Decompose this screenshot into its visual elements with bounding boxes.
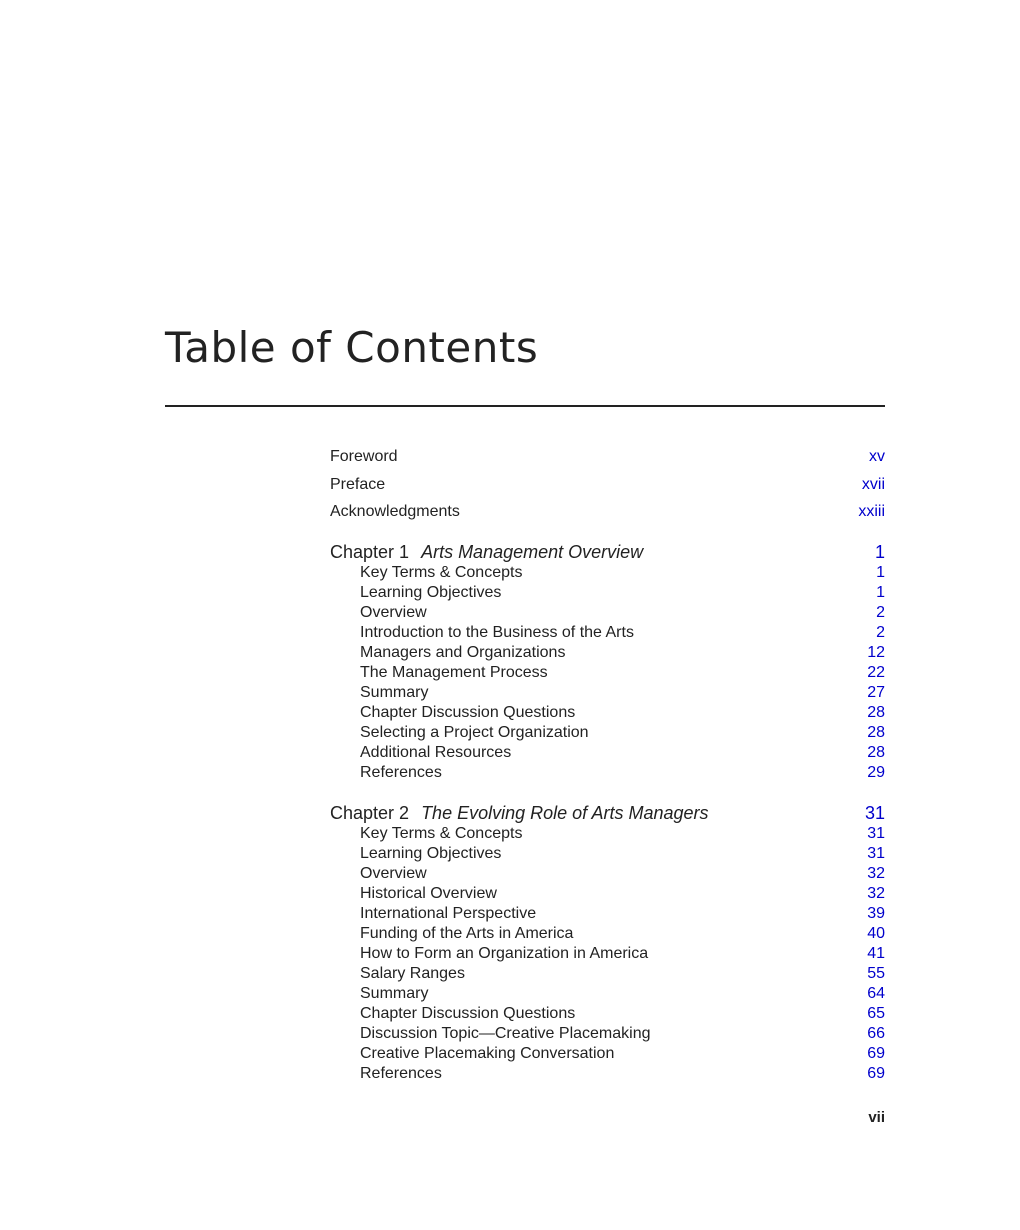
toc-entry-label: Summary xyxy=(360,984,429,1002)
toc-page-link[interactable]: 2 xyxy=(876,603,885,621)
title-divider xyxy=(165,405,885,407)
toc-page-link[interactable]: xvii xyxy=(861,475,885,493)
toc-entry-label: Chapter Discussion Questions xyxy=(360,1004,576,1022)
chapter-number: Chapter 2 xyxy=(330,802,410,823)
toc-entry-label: Additional Resources xyxy=(360,743,512,761)
toc-entry[interactable] xyxy=(330,563,885,583)
toc-entry-label: Key Terms & Concepts xyxy=(360,563,523,581)
chapter-title: Arts Management Overview xyxy=(421,541,644,562)
toc-entry-label: International Perspective xyxy=(360,904,537,922)
toc-entry[interactable] xyxy=(330,1024,885,1044)
toc-page-link[interactable]: 69 xyxy=(867,1064,885,1082)
toc-page-link[interactable]: 28 xyxy=(867,703,885,721)
toc-entry[interactable] xyxy=(330,663,885,683)
toc-page-link[interactable]: 1 xyxy=(876,583,885,601)
toc-entry-label: Funding of the Arts in America xyxy=(360,924,574,942)
toc-entry[interactable] xyxy=(330,844,885,864)
toc-entry-label: Managers and Organizations xyxy=(360,643,566,661)
toc-page-link[interactable]: 31 xyxy=(867,824,885,842)
toc-page-link[interactable]: xv xyxy=(869,448,885,465)
toc-entry-label: Learning Objectives xyxy=(360,844,502,862)
toc-page-link[interactable]: 29 xyxy=(867,763,885,781)
toc-entry[interactable] xyxy=(330,964,885,984)
chapter-number: Chapter 1 xyxy=(330,541,410,562)
toc-entry[interactable] xyxy=(330,1004,885,1024)
toc-page-link[interactable]: 31 xyxy=(867,844,885,862)
toc-entry[interactable] xyxy=(330,763,885,783)
toc-entry[interactable] xyxy=(330,1044,885,1064)
toc-entry-label: References xyxy=(360,1064,442,1082)
toc-entry-label: Acknowledgments xyxy=(330,503,460,520)
toc-entry[interactable] xyxy=(330,984,885,1004)
toc-page-link[interactable]: 32 xyxy=(867,884,885,902)
toc-page-link[interactable]: 69 xyxy=(867,1044,885,1062)
chapter-heading[interactable] xyxy=(330,541,885,563)
toc-page-link[interactable]: 2 xyxy=(876,623,885,641)
toc-page-link[interactable]: 1 xyxy=(876,563,885,581)
toc-entry[interactable] xyxy=(330,643,885,663)
chapter-page-link[interactable]: 1 xyxy=(874,541,885,562)
toc-entry[interactable] xyxy=(330,683,885,703)
toc-entry[interactable] xyxy=(330,944,885,964)
toc-entry-label: Learning Objectives xyxy=(360,583,502,601)
toc-entry-label: References xyxy=(360,763,442,781)
toc-entry[interactable] xyxy=(330,703,885,723)
toc-page-link[interactable]: 22 xyxy=(867,663,885,681)
page-title: Table of Contents xyxy=(165,323,539,372)
table-of-contents xyxy=(330,446,885,1084)
front-matter-list xyxy=(330,446,885,529)
chapter-block xyxy=(330,802,885,1084)
toc-entry[interactable] xyxy=(330,623,885,643)
toc-entry[interactable] xyxy=(330,1064,885,1084)
page-number: vii xyxy=(868,1109,885,1126)
toc-entry-label: Chapter Discussion Questions xyxy=(360,703,576,721)
toc-entry-label: Summary xyxy=(360,683,429,701)
toc-entry-label: Creative Placemaking Conversation xyxy=(360,1044,615,1062)
toc-entry-label: Salary Ranges xyxy=(360,964,465,982)
toc-page-link[interactable]: xxiii xyxy=(858,503,885,520)
toc-entry-acknowledgments[interactable] xyxy=(330,501,885,529)
toc-entry-label: Historical Overview xyxy=(360,884,497,902)
toc-entry[interactable] xyxy=(330,884,885,904)
toc-entry[interactable] xyxy=(330,904,885,924)
toc-entry[interactable] xyxy=(330,583,885,603)
toc-entry[interactable] xyxy=(330,603,885,623)
toc-entry-label: Preface xyxy=(330,475,386,493)
toc-page-link[interactable]: 66 xyxy=(867,1024,885,1042)
toc-entry-label: The Management Process xyxy=(360,663,548,681)
toc-entry-label: Foreword xyxy=(330,448,398,465)
toc-entry-preface[interactable] xyxy=(330,474,885,502)
toc-entry[interactable] xyxy=(330,824,885,844)
toc-entry-foreword[interactable] xyxy=(330,446,885,474)
chapter-page-link[interactable]: 31 xyxy=(864,802,885,823)
toc-entry[interactable] xyxy=(330,743,885,763)
toc-page-link[interactable]: 28 xyxy=(867,723,885,741)
toc-page-link[interactable]: 64 xyxy=(867,984,885,1002)
toc-entry-label: Overview xyxy=(360,864,427,882)
chapter-heading-text xyxy=(330,541,643,563)
toc-page-link[interactable]: 28 xyxy=(867,743,885,761)
toc-entry-label: Selecting a Project Organization xyxy=(360,723,589,741)
chapter-heading-text xyxy=(330,802,709,824)
toc-page-link[interactable]: 27 xyxy=(867,683,885,701)
toc-entry-label: Discussion Topic—Creative Placemaking xyxy=(360,1024,651,1042)
toc-page-link[interactable]: 41 xyxy=(867,944,885,962)
toc-entry[interactable] xyxy=(330,924,885,944)
toc-page-link[interactable]: 12 xyxy=(867,643,885,661)
toc-entry-label: Key Terms & Concepts xyxy=(360,824,523,842)
toc-entry-label: How to Form an Organization in America xyxy=(360,944,649,962)
toc-page-link[interactable]: 40 xyxy=(867,924,885,942)
chapter-title: The Evolving Role of Arts Managers xyxy=(421,802,709,823)
toc-entry-label: Overview xyxy=(360,603,427,621)
toc-entry[interactable] xyxy=(330,864,885,884)
toc-entry[interactable] xyxy=(330,723,885,743)
chapter-block xyxy=(330,541,885,783)
toc-page-link[interactable]: 32 xyxy=(867,864,885,882)
toc-page-link[interactable]: 65 xyxy=(867,1004,885,1022)
toc-entry-label: Introduction to the Business of the Arts xyxy=(360,623,634,641)
toc-page-link[interactable]: 55 xyxy=(867,964,885,982)
chapter-heading[interactable] xyxy=(330,802,885,824)
toc-page-link[interactable]: 39 xyxy=(867,904,885,922)
